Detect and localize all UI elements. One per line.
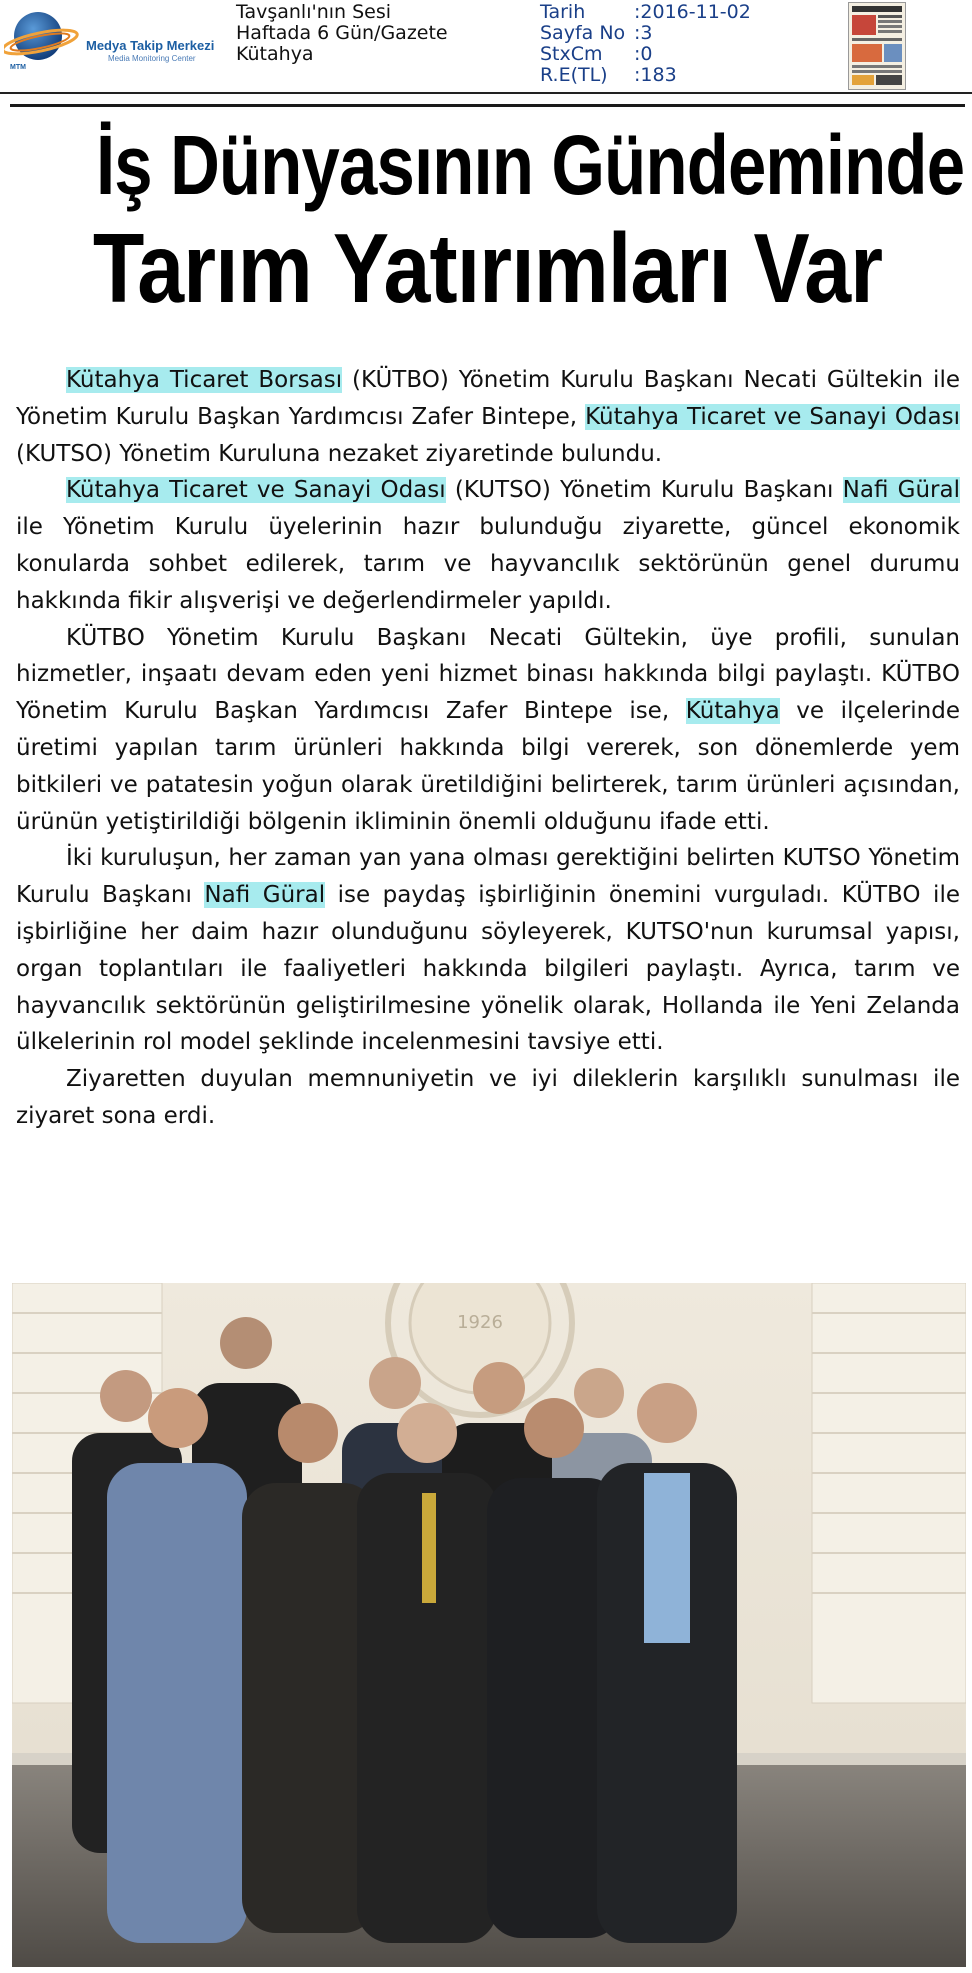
publication-info (236, 2, 448, 65)
meta-label: R.E(TL) (540, 64, 608, 86)
mtm-logo (4, 6, 234, 76)
meta-label: Tarih (540, 1, 586, 23)
text-run: (KÜTBO) Yönetim Kurulu Başkanı Necati Gültekin ile Yönetim Kurulu Başkan Yardımcısı Zafer Bintepe, (16, 367, 960, 430)
meta-row-re (540, 65, 751, 86)
text-run: ve ilçelerinde üretimi yapılan tarım ürünleri hakkında bilgi vererek, son dönemlerde yem bitkileri ve patatesin yoğun olarak üretildiğini belirterek, tarım ürünleri açısından, ürünün yetiştirildiği bölgenin ikliminin önemli olduğunu ifade etti. (16, 698, 960, 835)
meta-value: :183 (634, 64, 677, 86)
meta-row-page (540, 23, 751, 44)
highlighted-term: Nafi Güral (842, 477, 960, 504)
meta-row-date (540, 2, 751, 23)
meta-value: :2016-11-02 (634, 1, 751, 23)
highlighted-term: Kütahya Ticaret ve Sanayi Odası (66, 477, 446, 504)
logo-abbr: MTM (10, 64, 26, 71)
publication-frequency: Haftada 6 Gün/Gazete (236, 22, 448, 44)
page-thumbnail[interactable] (848, 2, 906, 90)
logo-subtitle: Media Monitoring Center (108, 54, 196, 63)
headline-line-1: İş Dünyasının Gündeminde (95, 118, 965, 212)
article-paragraph (16, 620, 960, 841)
article-top-rule (10, 104, 965, 107)
highlighted-term: Kütahya Ticaret ve Sanayi Odası (585, 403, 960, 430)
article-photo (12, 1283, 966, 1967)
highlighted-term: Kütahya (685, 698, 780, 725)
text-run: İki kuruluşun, her zaman yan yana olması gerektiğini belirten KUTSO Yönetim Kurulu Başkanı (16, 845, 960, 909)
article-paragraph (16, 472, 960, 619)
clipping-meta (540, 2, 751, 86)
headline-line-2: Tarım Yatırımları Var (92, 213, 883, 323)
meta-row-stxcm (540, 44, 751, 65)
publication-name: Tavşanlı'nın Sesi (236, 1, 392, 23)
header-divider (0, 92, 972, 94)
highlighted-term: Nafi Güral (204, 882, 326, 909)
logo-title: Medya Takip Merkezi (86, 38, 215, 53)
article-body (16, 362, 960, 1135)
highlighted-term: Kütahya Ticaret Borsası (66, 367, 343, 393)
emblem-year-text: 1926 (457, 1312, 503, 1333)
meta-value: :0 (634, 43, 653, 65)
meta-label: Sayfa No (540, 22, 626, 44)
publication-city: Kütahya (236, 43, 314, 65)
article-paragraph (16, 1061, 960, 1135)
article-paragraph (16, 840, 960, 1061)
text-run: ile Yönetim Kurulu üyelerinin hazır bulunduğu ziyarette, güncel ekonomik konularda sohbet edilerek, tarım ve hayvancılık sektörünün genel durumu hakkında fikir alışverişi ve değerlendirmeler yapıldı. (16, 514, 960, 614)
meta-label: StxCm (540, 43, 603, 65)
text-run: (KUTSO) Yönetim Kurulu Başkanı (445, 477, 843, 504)
article-paragraph (16, 362, 960, 472)
article-headline (10, 118, 965, 324)
text-run: KÜTBO Yönetim Kurulu Başkanı Necati Gültekin, üye profili, sunulan hizmetler, inşaatı devam eden yeni hizmet binası hakkında bilgi paylaştı. KÜTBO Yönetim Kurulu Başkan Yardımcısı Zafer Bintepe ise, (16, 624, 960, 725)
group-photo-illustration (12, 1283, 966, 1967)
text-run: (KUTSO) Yönetim Kuruluna nezaket ziyaretinde bulundu. (16, 440, 663, 467)
text-run: ise paydaş işbirliğinin önemini vurguladı. KÜTBO ile işbirliğine her daim hazır olunduğunu söyleyerek, KUTSO'nun kurumsal yapısı, organ toplantıları ile faaliyetleri hakkında bilgileri paylaştı. Ayrıca, tarım ve hayvancılık sektörünün geliştirilmesine yönelik olarak, Hollanda ile Yeni Zelanda ülkelerinin rol model şeklinde incelenmesini tavsiye etti. (16, 882, 960, 1056)
text-run: Ziyaretten duyulan memnuniyetin ve iyi dileklerin karşılıklı sunulması ile ziyaret sona erdi. (16, 1066, 960, 1129)
meta-value: :3 (634, 22, 653, 44)
clipping-header (0, 0, 972, 92)
